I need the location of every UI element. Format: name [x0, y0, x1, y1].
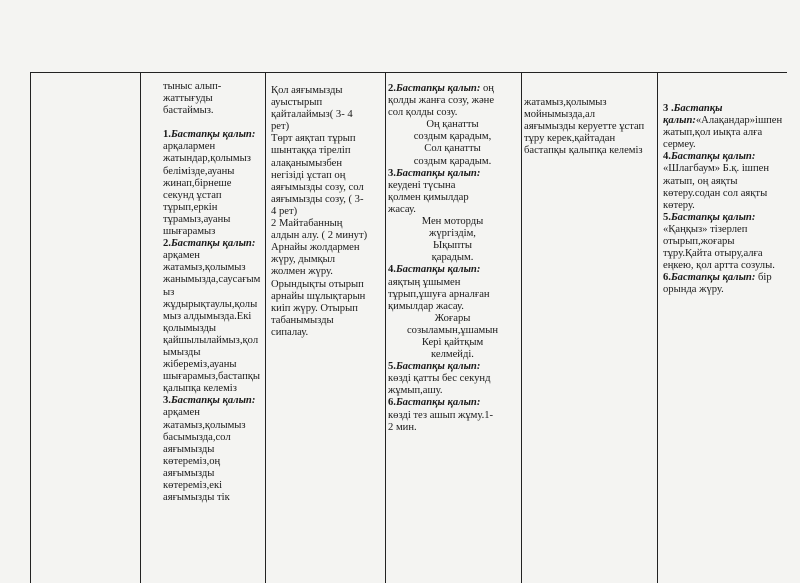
step-number: 3. — [163, 395, 171, 407]
step-heading-text: Бастапқы қалып: — [170, 238, 256, 250]
step-heading-text: Бастапқы қалып: — [395, 83, 481, 94]
paragraph-text: көзді қатты бес секунд жұмып,ашу. — [388, 373, 491, 397]
paragraph-text: кеудені түсына қолмен қимылдар жасау. — [388, 179, 469, 215]
paragraph — [388, 83, 517, 119]
step-number: 2. — [163, 238, 171, 250]
paragraph-text: аяқтың ұшымен тұрып,ұшуға арналған қимылдар жасау. — [388, 276, 490, 312]
exercise-table — [30, 72, 787, 583]
step-heading-text: Бастапқы қалып: — [670, 151, 756, 163]
paragraph — [388, 168, 517, 216]
step-heading — [396, 83, 480, 94]
paragraph-gap — [163, 117, 265, 129]
step-heading — [171, 238, 255, 249]
paragraph — [388, 216, 517, 264]
step-heading-text: Бастапқы қалып: — [170, 395, 256, 407]
step-number: 1. — [163, 129, 171, 141]
paragraph-text: арқалармен жатындар,қолымыз белімізде,ауаны жинап,бірнеше секунд ұстап тұрып,еркін тұрамыз,ауаны шығарамыз — [163, 141, 251, 238]
verse-text: Мен моторды жүргіздім, Ықыпты қарадым. — [421, 216, 484, 264]
step-heading-text: Бастапқы қалып: — [395, 397, 481, 409]
step-number: 6. — [388, 397, 396, 409]
paragraph-text: бір орында жүру. — [663, 272, 772, 296]
paragraph — [663, 212, 791, 272]
step-heading-text: Бастапқы қалып: — [670, 211, 756, 223]
step-number: 3 . — [663, 103, 674, 114]
paragraph — [163, 81, 265, 117]
step-heading-text: Бастапқы қалып: — [670, 272, 756, 284]
paragraph — [163, 129, 265, 238]
step-heading — [396, 168, 480, 179]
step-number: 6. — [663, 272, 671, 284]
paragraph-text: жатамыз,қолымыз мойнымызда,ал аяғымызды керуетте ұстап тұру керек,қайтадан бастапқы қалыпқа келеміз — [524, 97, 645, 157]
paragraph-text: оң қолды жанға созу, және сол қолды созу. — [388, 83, 495, 119]
table-column-3 — [266, 73, 386, 583]
verse-text: Жоғары созыламын,ұшамын Кері қайтқым келмейді. — [406, 312, 499, 361]
paragraph — [388, 313, 517, 361]
paragraph-text: «Шлагбаум» Б.қ. ішпен жатып, оң аяқты көтеру.содан сол аяқты көтеру. — [663, 163, 769, 211]
paragraph — [524, 97, 653, 157]
paragraph — [388, 119, 517, 167]
step-heading-text: Бастапқы қалып: — [663, 103, 723, 127]
step-number: 3. — [388, 167, 396, 179]
verse-text: Оң қанатты создым қарадым, Сол қанатты создым қарадым. — [413, 119, 492, 167]
step-heading-text: Бастапқы қалып: — [395, 167, 481, 179]
step-number: 2. — [388, 83, 396, 94]
step-number: 5. — [388, 361, 396, 373]
step-heading-text: Бастапқы қалып: — [395, 361, 481, 373]
step-number: 4. — [388, 264, 396, 276]
step-heading — [171, 395, 255, 406]
paragraph-text: көзді тез ашып жұму.1- 2 мин. — [388, 409, 494, 433]
paragraph — [388, 264, 517, 312]
step-heading — [396, 264, 480, 275]
step-heading-text: Бастапқы қалып: — [170, 129, 256, 141]
table-column-1 — [31, 73, 141, 583]
paragraph — [663, 151, 791, 211]
paragraph — [663, 103, 791, 151]
step-heading — [671, 212, 755, 223]
step-heading — [671, 151, 755, 162]
step-heading-text: Бастапқы қалып: — [395, 264, 481, 276]
step-heading — [171, 129, 255, 140]
step-number: 5. — [663, 211, 671, 223]
paragraph-text: тыныс алып- жаттығуды бастаймыз. — [163, 81, 222, 117]
step-heading — [396, 397, 480, 408]
paragraph — [271, 85, 381, 339]
step-number: 4. — [663, 151, 671, 163]
table-column-2 — [141, 73, 266, 583]
table-column-4 — [386, 73, 522, 583]
paragraph-text: «Қаңқыз» тізерлеп отырып,жоғары тұру.Қайта отыру,алға еңкею, қол артта созулы. — [663, 223, 775, 272]
paragraph — [663, 272, 791, 296]
paragraph — [388, 361, 517, 397]
paragraph — [163, 238, 265, 395]
paragraph-text: Қол аяғымызды ауыстырып қайталаймыз( 3- 4 рет) Төрт аяқтап тұрып шынтаққа тіреліп алақанымызбен негізіді ұстап оң аяғымызды созу, сол аяғымызды созу, ( 3- 4 рет) 2 Майтабанның алдын алу. ( 2 минут) Арнайы жолдармен жүру, дымқыл жолмен жүру. Орындықты отырып арнайы шұлықтарын киіп жүру. Отырып табанымызды сипалау. — [271, 85, 368, 338]
paragraph-text: «Алақандар»ішпен жатып,қол иықта алға сермеу. — [663, 115, 783, 151]
paragraph — [388, 397, 517, 433]
step-heading — [396, 361, 480, 372]
paragraph-text: арқамен жатамыз,қолымыз жанымызда,саусағым ыз жұдырықтаулы,қолы мыз алдымызда.Екі қолымызды қайшылылаймыз,қол ымызды жібереміз,ауаны шығарамыз,бастапқы қалыпқа келеміз — [163, 250, 261, 395]
paragraph-text: арқамен жатамыз,қолымыз басымызда,сол аяғымызды көтереміз,оң аяғымызды көтереміз,екі аяғымызды тік — [163, 407, 246, 504]
paragraph — [163, 395, 265, 504]
table-column-5 — [522, 73, 658, 583]
table-column-6 — [658, 73, 793, 583]
step-heading — [671, 272, 755, 283]
